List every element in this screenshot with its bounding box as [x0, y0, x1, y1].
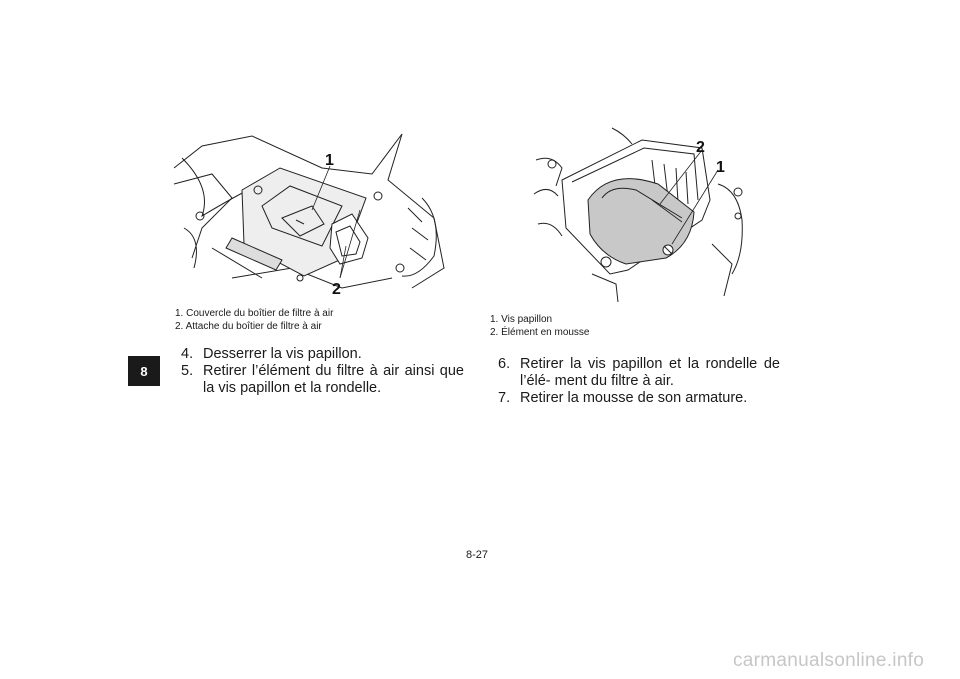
callout-2: 2	[696, 139, 705, 156]
step-number: 5.	[181, 363, 194, 379]
callout-1: 1	[716, 159, 725, 176]
step-number: 4.	[181, 346, 194, 362]
left-figure-captions	[175, 307, 333, 333]
left-illustration-drawing	[172, 128, 454, 304]
step-number: 6.	[498, 356, 511, 372]
step-text: Retirer l’élément du filtre à air ainsi que la vis papillon et la rondelle.	[203, 363, 464, 396]
chapter-tab: 8	[128, 356, 160, 386]
caption-item: 2. Élément en mousse	[490, 327, 590, 338]
page-number: 8-27	[466, 549, 489, 561]
step-item	[498, 390, 780, 407]
caption-item: 1. Vis papillon	[490, 314, 553, 325]
callout-1: 1	[325, 152, 334, 169]
air-filter-cover-illustration	[172, 128, 454, 304]
step-text: Retirer la vis papillon et la rondelle de l’élé- ment du filtre à air.	[520, 356, 780, 389]
caption-item: 1. Couvercle du boîtier de filtre à air	[175, 308, 334, 319]
step-text: Desserrer la vis papillon.	[203, 346, 362, 362]
step-item	[181, 363, 464, 397]
step-item	[181, 346, 464, 363]
foam-element-illustration	[532, 124, 756, 304]
callout-2: 2	[332, 281, 341, 298]
right-illustration-drawing	[532, 124, 756, 304]
left-steps	[181, 346, 464, 397]
watermark-text: carmanualsonline.info	[733, 650, 925, 671]
step-item	[498, 356, 780, 390]
step-text: Retirer la mousse de son armature.	[520, 390, 748, 406]
step-number: 7.	[498, 390, 511, 406]
right-steps	[498, 356, 780, 407]
right-figure-captions	[490, 313, 590, 339]
caption-item: 2. Attache du boîtier de filtre à air	[175, 321, 322, 332]
